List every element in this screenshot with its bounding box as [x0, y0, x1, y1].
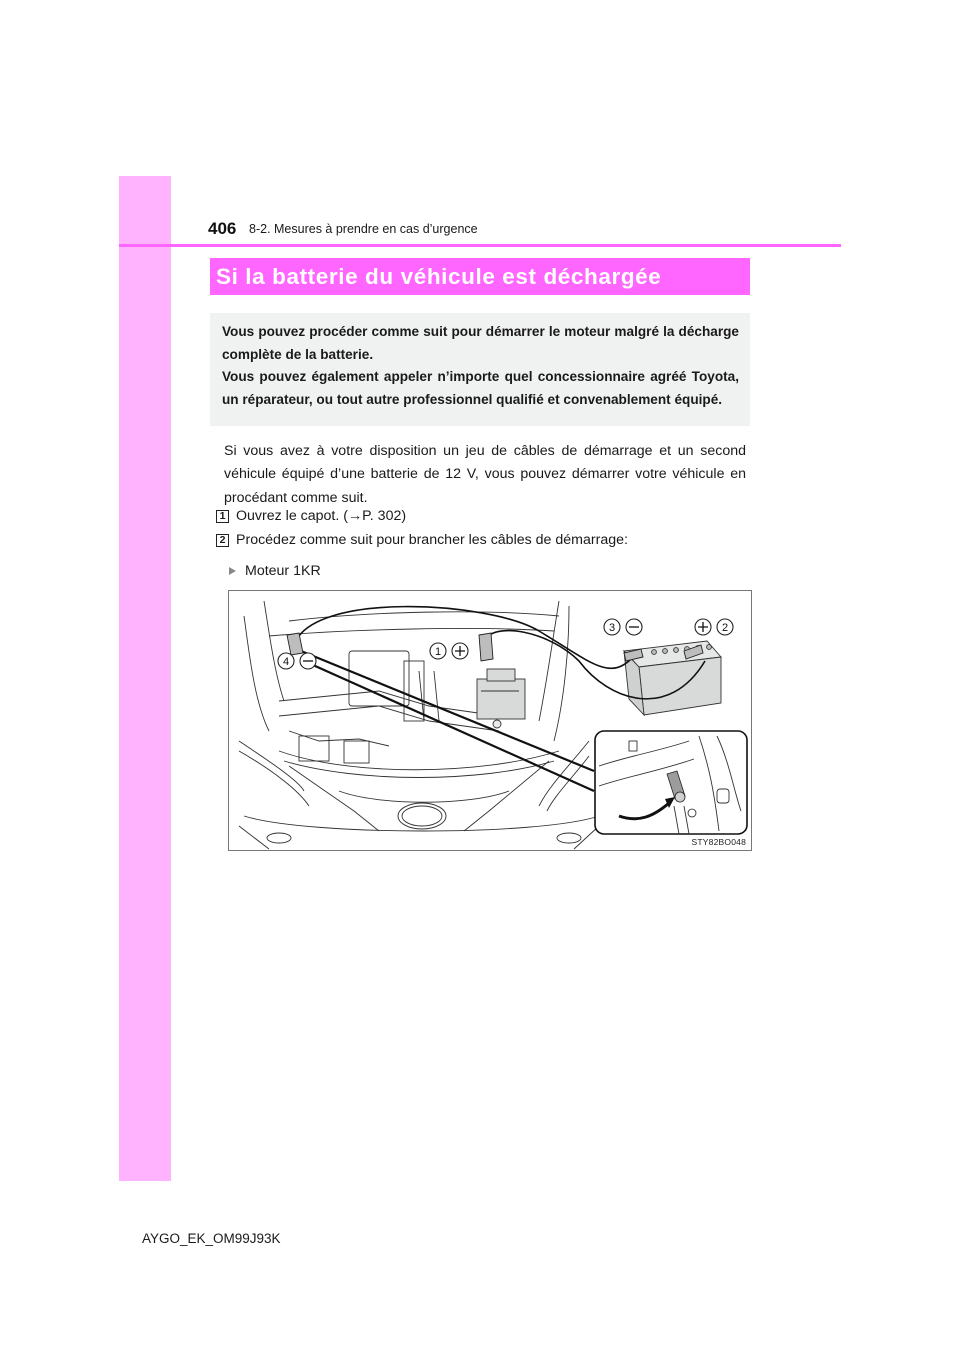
- callout-4: 4: [282, 656, 290, 668]
- step-number-badge: 1: [216, 510, 229, 523]
- intro-line-2: Vous pouvez également appeler n’importe quel concessionnaire agréé Toyota, un réparateur, ou tout autre professionnel qualifié et convenablement équipé.: [222, 369, 739, 407]
- engine-variant-item: [229, 563, 321, 579]
- section-breadcrumb: 8-2. Mesures à prendre en cas d’urgence: [249, 222, 478, 236]
- engine-bay-drawing: [229, 591, 751, 850]
- triangle-bullet-icon: [229, 567, 236, 575]
- engine-variant-label: Moteur 1KR: [245, 563, 321, 579]
- body-paragraph: [224, 440, 746, 510]
- header-divider: [119, 244, 841, 247]
- figure-code: STY82BO048: [691, 837, 746, 847]
- body-paragraph-text: Si vous avez à votre disposition un jeu de câbles de démarrage et un second véhicule équipé d’une batterie de 12 V, vous pouvez démarrer votre véhicule en procédant comme suit.: [224, 443, 746, 506]
- step-text: Procédez comme suit pour brancher les câbles de démarrage:: [236, 532, 628, 548]
- step-number-badge: 2: [216, 534, 229, 547]
- step-2: [216, 532, 628, 548]
- chapter-tab: [119, 176, 171, 1181]
- page-number: 406: [208, 219, 237, 238]
- page-title: Si la batterie du véhicule est déchargée: [210, 258, 750, 295]
- callout-2: 2: [721, 622, 729, 634]
- step-1: [216, 508, 406, 524]
- intro-line-1: Vous pouvez procéder comme suit pour démarrer le moteur malgré la décharge complète de la batterie.: [222, 324, 739, 362]
- jump-start-illustration: [228, 590, 752, 851]
- callout-3: 3: [608, 622, 616, 634]
- step-text: Ouvrez le capot. (→P. 302): [236, 508, 407, 524]
- document-code: AYGO_EK_OM99J93K: [142, 1231, 281, 1246]
- intro-box: [210, 313, 750, 426]
- callout-1: 1: [434, 646, 442, 658]
